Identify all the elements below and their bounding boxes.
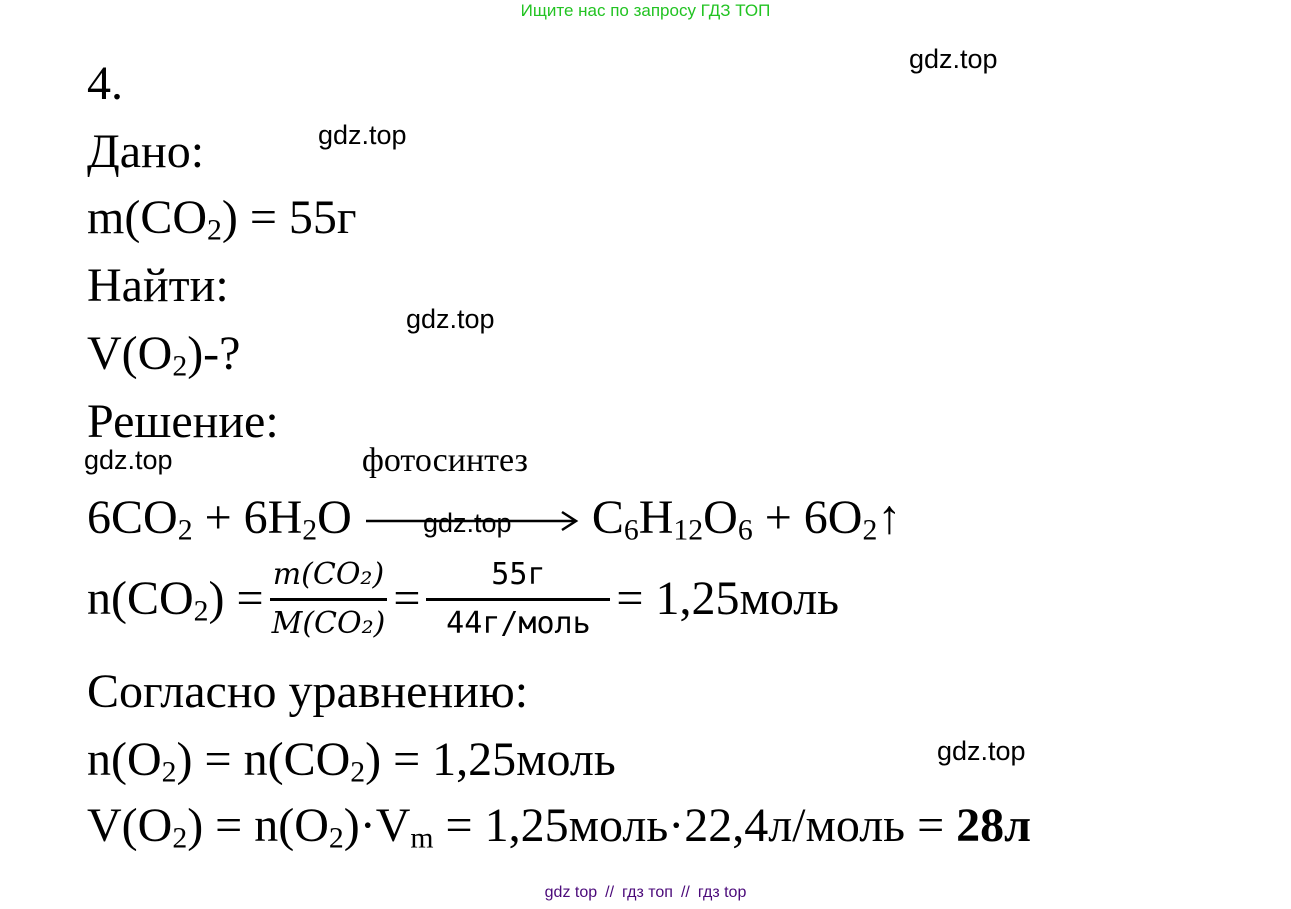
gas-arrow: ↑ [877, 491, 902, 544]
bottom-link[interactable]: гдз топ [622, 884, 673, 901]
watermark: gdz.top [423, 508, 512, 538]
solution-label: Решение: [87, 395, 279, 448]
o2-moles: $n(O_2) = n(CO_2)$ = 1,25моль [87, 733, 616, 789]
bottom-links: gdz top // гдз топ // гдз top [544, 884, 747, 901]
arrow-label: фотосинтез [361, 441, 528, 479]
mass-over-molar-mass-fraction: $\frac{\text{m(CO₂)}}{\text{M(CO₂)}}$ [271, 557, 386, 641]
bottom-link[interactable]: гдз top [697, 884, 747, 901]
watermark: gdz.top [406, 304, 495, 334]
problem-number: 4. [87, 57, 123, 110]
according-label: Согласно уравнению: [87, 665, 529, 718]
moles-calculation: $n(CO_2)$ = $\frac{\text{m(CO₂)}}{\text{M(CO₂)}}$ = $\frac{55г}{\text{44г/моль}}$ = 1,25моль [87, 557, 840, 641]
find-label: Найти: [87, 259, 229, 312]
numeric-fraction: $\frac{55г}{\text{44г/моль}}$ [426, 556, 610, 642]
find-volume: $V(O_2)-$? [87, 327, 241, 383]
final-answer: 28л [956, 799, 1032, 852]
watermark: gdz.top [909, 44, 998, 74]
watermark: gdz.top [937, 736, 1026, 766]
reaction-equation: $6CO_2 + 6H_2O$ фотосинтез $C_6H_{12}O_6$ + $6O_2↑$ [87, 441, 902, 547]
watermark: gdz.top [84, 445, 173, 475]
search-banner[interactable]: Ищите нас по запросу ГДЗ ТОП [520, 1, 771, 20]
o2-volume: $V(O_2) = n(O_2)\cdot V_m$ = 1,25моль·22,4л/моль = 28л [87, 799, 1032, 855]
bottom-link[interactable]: gdz top [544, 884, 598, 901]
watermark: gdz.top [318, 120, 407, 150]
given-label: Дано: [87, 125, 205, 178]
given-mass: $m(CO_2) = 55г$ [87, 191, 357, 247]
